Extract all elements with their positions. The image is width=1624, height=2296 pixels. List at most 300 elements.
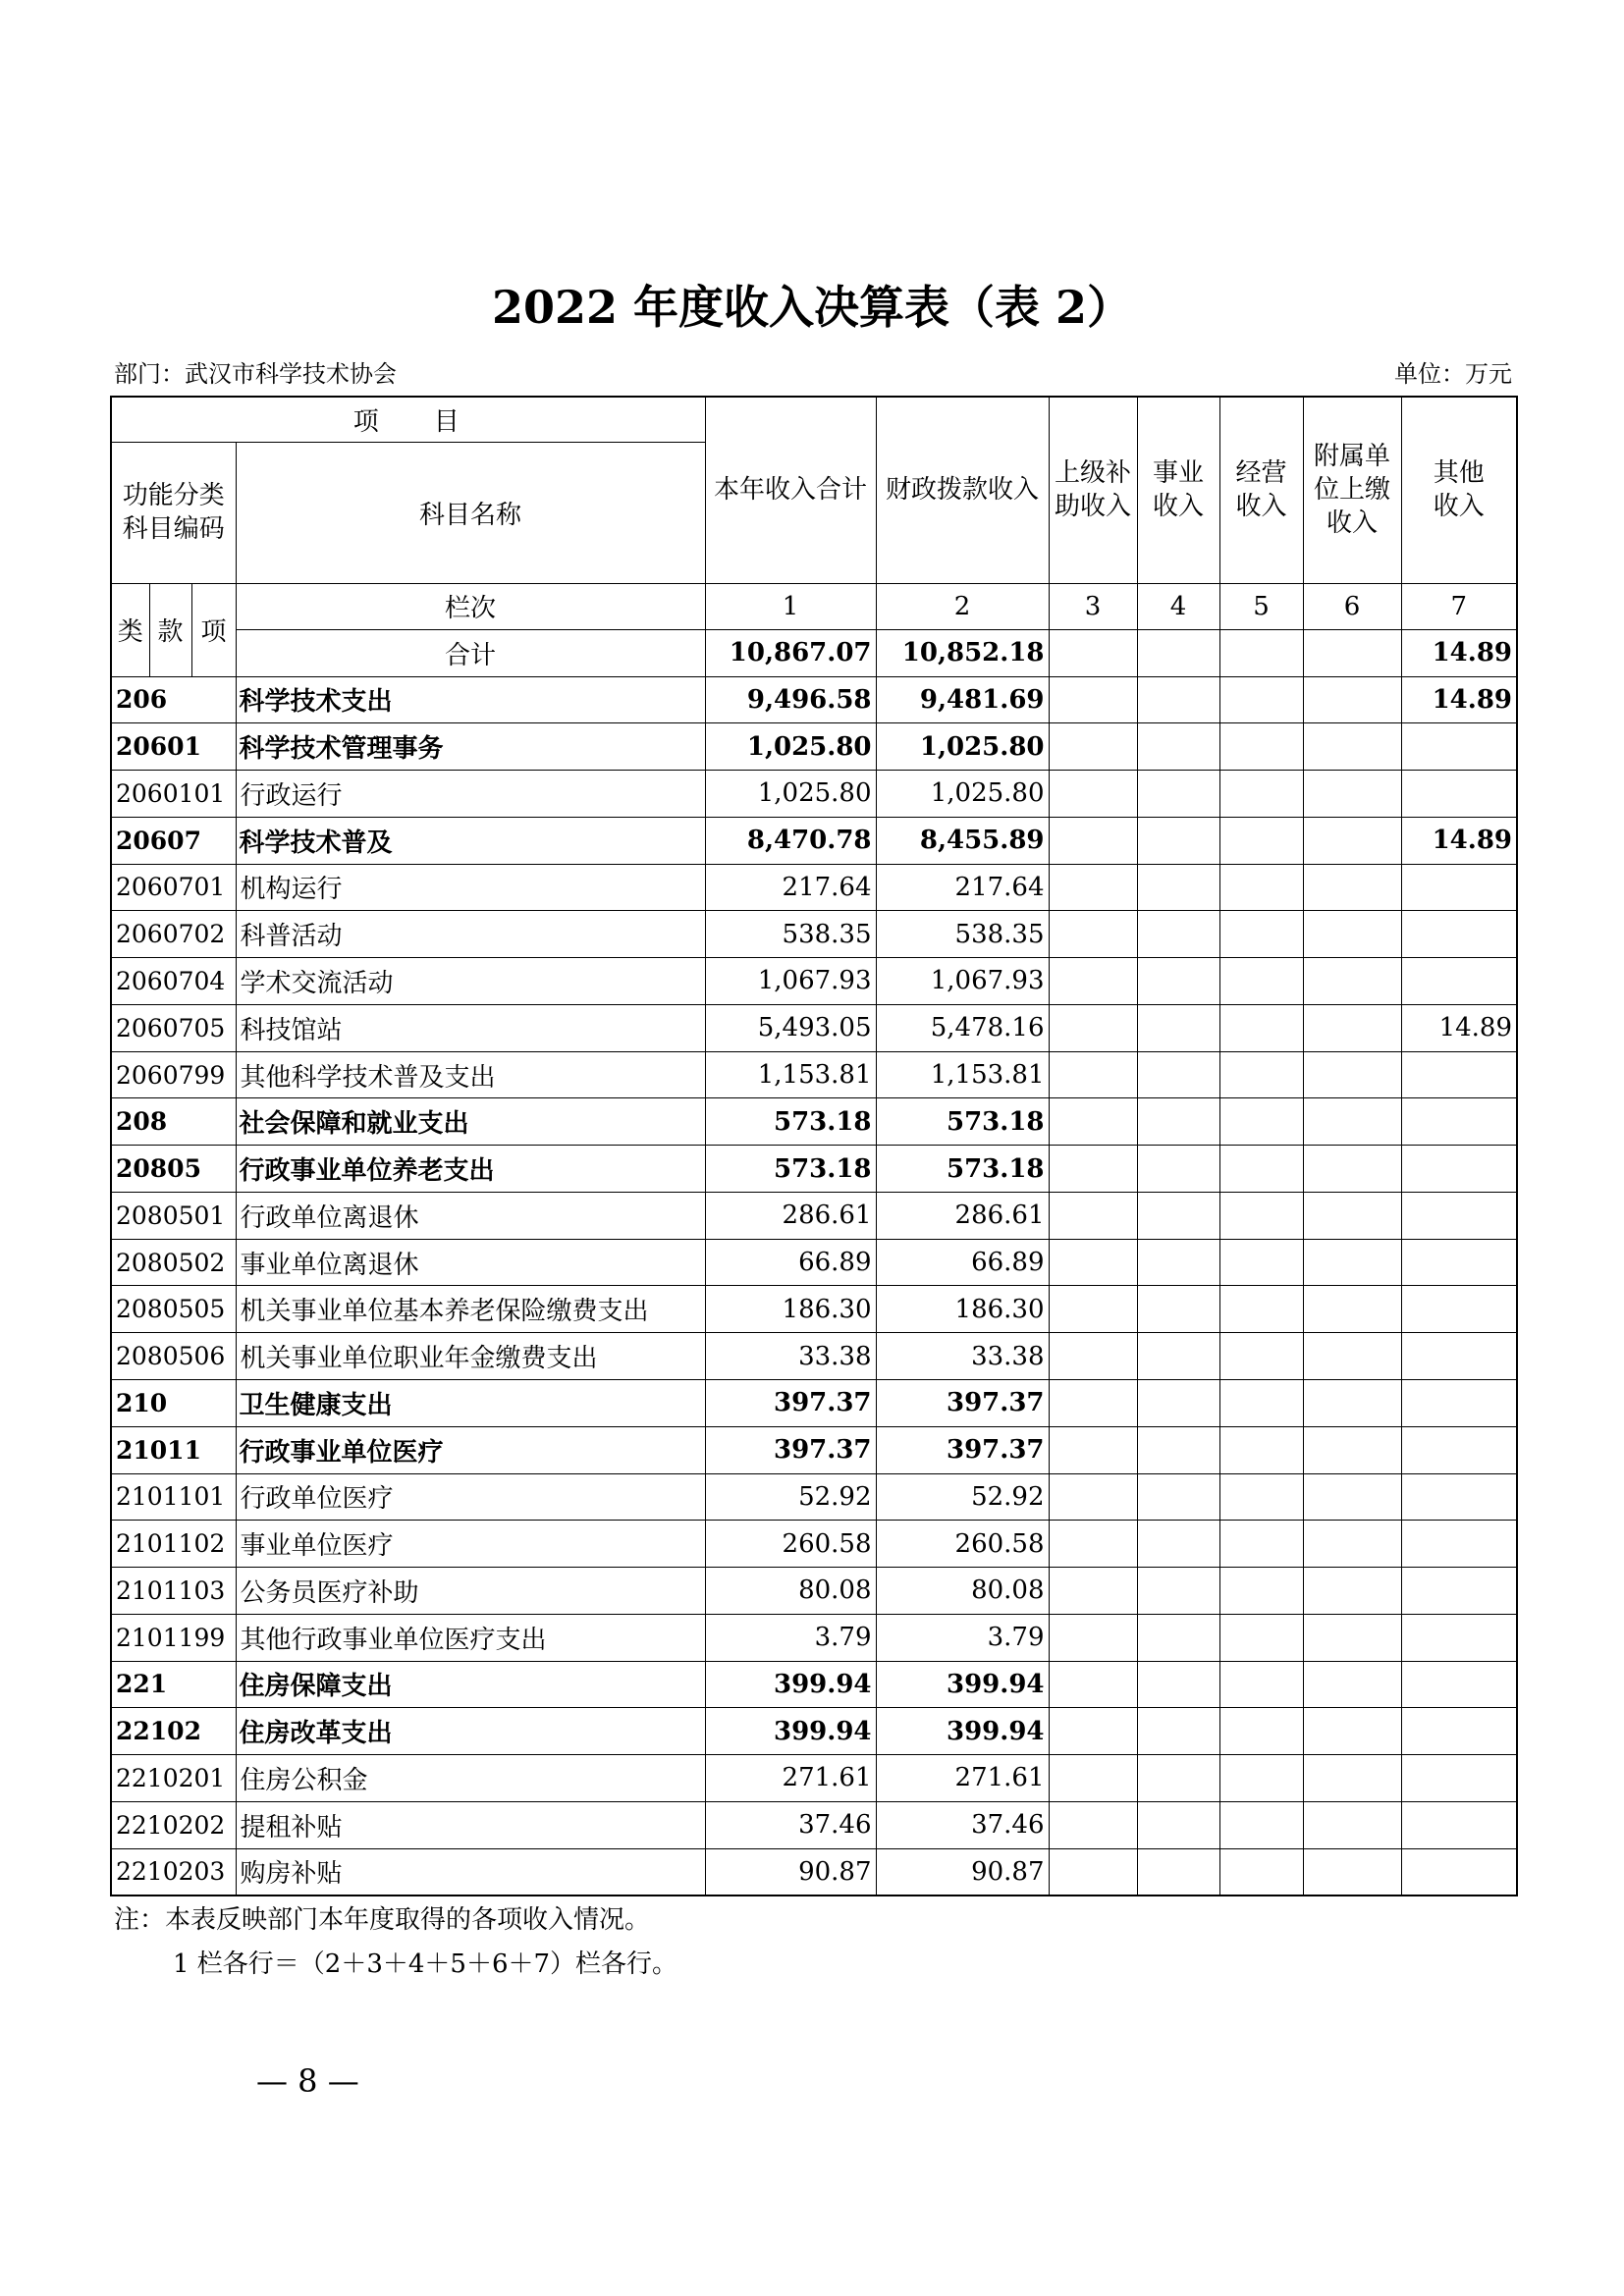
table-row [111, 1661, 1517, 1708]
row-value [1219, 1286, 1303, 1333]
row-value: 33.38 [705, 1333, 876, 1380]
row-value: 573.18 [705, 1098, 876, 1146]
row-value [1219, 958, 1303, 1005]
row-value [1219, 1051, 1303, 1098]
row-code: 2060704 [111, 958, 236, 1005]
column-number: 2 [876, 583, 1049, 629]
row-name: 事业单位离退休 [236, 1239, 705, 1286]
table-row [111, 1192, 1517, 1239]
row-value [1049, 1051, 1137, 1098]
row-value [1137, 1051, 1219, 1098]
row-value [1219, 1379, 1303, 1426]
table-row [111, 864, 1517, 911]
row-code: 2060101 [111, 771, 236, 818]
header-line: 本年收入合计 [714, 475, 868, 506]
row-name: 住房保障支出 [236, 1661, 705, 1708]
row-name: 机构运行 [236, 864, 705, 911]
row-value [1219, 1192, 1303, 1239]
total-value [1219, 629, 1303, 676]
row-value [1401, 1239, 1517, 1286]
row-value [1303, 1379, 1401, 1426]
row-name: 提租补贴 [236, 1801, 705, 1848]
row-value: 8,455.89 [876, 817, 1049, 864]
row-value: 1,067.93 [876, 958, 1049, 1005]
row-value: 66.89 [876, 1239, 1049, 1286]
row-value [1049, 817, 1137, 864]
row-value: 3.79 [705, 1614, 876, 1661]
row-value: 271.61 [876, 1755, 1049, 1802]
row-code: 221 [111, 1661, 236, 1708]
row-value [1401, 864, 1517, 911]
row-value [1303, 1755, 1401, 1802]
row-value [1303, 1521, 1401, 1568]
table-body [111, 676, 1517, 1896]
row-value [1219, 676, 1303, 723]
row-value [1401, 1426, 1517, 1473]
row-value: 9,481.69 [876, 676, 1049, 723]
row-value: 217.64 [876, 864, 1049, 911]
row-value [1401, 1192, 1517, 1239]
row-value [1219, 1568, 1303, 1615]
page-number: — 8 — [256, 2062, 359, 2100]
row-value [1137, 1239, 1219, 1286]
table-row [111, 771, 1517, 818]
row-value: 37.46 [876, 1801, 1049, 1848]
header-line: 经营 [1235, 458, 1287, 489]
row-value [1049, 1004, 1137, 1051]
row-code: 206 [111, 676, 236, 723]
row-value: 90.87 [705, 1848, 876, 1896]
row-code: 20607 [111, 817, 236, 864]
row-value [1401, 1801, 1517, 1848]
row-value [1137, 1333, 1219, 1380]
row-code: 2060702 [111, 911, 236, 958]
row-value [1401, 723, 1517, 771]
row-code: 2080505 [111, 1286, 236, 1333]
row-value: 1,025.80 [876, 771, 1049, 818]
table-row [111, 1286, 1517, 1333]
row-value [1401, 1614, 1517, 1661]
row-code: 2060799 [111, 1051, 236, 1098]
row-value: 1,067.93 [705, 958, 876, 1005]
row-code: 2210201 [111, 1755, 236, 1802]
row-value [1137, 1379, 1219, 1426]
row-value [1401, 1521, 1517, 1568]
row-value: 3.79 [876, 1614, 1049, 1661]
row-value [1219, 1146, 1303, 1193]
row-value [1401, 1379, 1517, 1426]
table-row [111, 723, 1517, 771]
header-line: 财政拨款收入 [886, 475, 1040, 506]
income-table [110, 396, 1518, 1896]
row-value [1303, 723, 1401, 771]
row-value [1401, 1286, 1517, 1333]
row-value: 5,478.16 [876, 1004, 1049, 1051]
row-value [1401, 1848, 1517, 1896]
row-value [1137, 1848, 1219, 1896]
row-value [1303, 1848, 1401, 1896]
row-name: 科学技术支出 [236, 676, 705, 723]
row-value [1137, 817, 1219, 864]
header-affiliated-income [1303, 397, 1401, 583]
header-item: 项目 [111, 397, 705, 442]
row-code: 22102 [111, 1708, 236, 1755]
row-name: 科学技术普及 [236, 817, 705, 864]
row-value [1049, 1379, 1137, 1426]
row-name: 购房补贴 [236, 1848, 705, 1896]
row-value [1219, 771, 1303, 818]
row-value [1049, 1755, 1137, 1802]
row-value [1303, 1614, 1401, 1661]
row-code: 2101103 [111, 1568, 236, 1615]
row-value [1049, 1146, 1137, 1193]
row-value: 260.58 [705, 1521, 876, 1568]
row-value [1401, 1661, 1517, 1708]
row-value [1137, 1286, 1219, 1333]
row-name: 行政事业单位医疗 [236, 1426, 705, 1473]
row-code: 2080501 [111, 1192, 236, 1239]
row-name: 其他行政事业单位医疗支出 [236, 1614, 705, 1661]
table-row [111, 1146, 1517, 1193]
row-value [1401, 1051, 1517, 1098]
page-title: 2022 年度收入决算表（表 2） [491, 281, 1133, 334]
row-value [1303, 1146, 1401, 1193]
row-name: 机关事业单位基本养老保险缴费支出 [236, 1286, 705, 1333]
row-value [1303, 1098, 1401, 1146]
row-name: 公务员医疗补助 [236, 1568, 705, 1615]
header-fiscal-income [876, 397, 1049, 583]
header-section: 款 [149, 583, 191, 676]
row-value [1219, 1661, 1303, 1708]
row-value [1049, 1333, 1137, 1380]
row-code: 2101199 [111, 1614, 236, 1661]
note-line: 1 栏各行＝（2＋3＋4＋5＋6＋7）栏各行。 [173, 1949, 678, 1979]
header-row-item [111, 397, 1517, 442]
row-value [1303, 817, 1401, 864]
row-value: 260.58 [876, 1521, 1049, 1568]
row-value [1137, 1755, 1219, 1802]
row-value: 1,153.81 [876, 1051, 1049, 1098]
row-value [1219, 1755, 1303, 1802]
table-row [111, 1239, 1517, 1286]
row-value [1049, 958, 1137, 1005]
row-value [1303, 1192, 1401, 1239]
row-value [1219, 817, 1303, 864]
total-value [1049, 629, 1137, 676]
row-value [1049, 1848, 1137, 1896]
row-value: 52.92 [876, 1473, 1049, 1521]
row-value: 573.18 [705, 1146, 876, 1193]
row-value [1219, 1098, 1303, 1146]
row-value: 397.37 [876, 1426, 1049, 1473]
row-value [1219, 864, 1303, 911]
row-value [1303, 676, 1401, 723]
row-value [1401, 958, 1517, 1005]
column-number: 3 [1049, 583, 1137, 629]
row-value [1049, 1521, 1137, 1568]
row-value [1401, 1568, 1517, 1615]
row-code: 2080502 [111, 1239, 236, 1286]
row-value [1137, 1521, 1219, 1568]
row-code: 2210203 [111, 1848, 236, 1896]
row-value [1303, 1568, 1401, 1615]
column-number: 7 [1401, 583, 1517, 629]
row-value [1137, 958, 1219, 1005]
column-number: 5 [1219, 583, 1303, 629]
header-total-income [705, 397, 876, 583]
row-value [1049, 1192, 1137, 1239]
row-value: 286.61 [876, 1192, 1049, 1239]
table-row [111, 1801, 1517, 1848]
row-value: 14.89 [1401, 676, 1517, 723]
row-value [1401, 1755, 1517, 1802]
row-value [1401, 1473, 1517, 1521]
row-value [1219, 1521, 1303, 1568]
row-value: 90.87 [876, 1848, 1049, 1896]
header-item-code: 项 [191, 583, 236, 676]
row-value: 186.30 [705, 1286, 876, 1333]
row-value: 399.94 [876, 1708, 1049, 1755]
column-number-row [111, 583, 1517, 629]
header-line: 助收入 [1055, 492, 1132, 522]
row-value [1049, 1801, 1137, 1848]
header-line: 收入 [1153, 492, 1205, 522]
header-subject-name: 科目名称 [236, 442, 705, 583]
row-value [1401, 1333, 1517, 1380]
row-value [1049, 1286, 1137, 1333]
header-line: 功能分类 [122, 481, 225, 510]
header-line: 收入 [1326, 508, 1379, 539]
row-value [1137, 1098, 1219, 1146]
row-value [1137, 1614, 1219, 1661]
row-value [1219, 1848, 1303, 1896]
header-class: 类 [111, 583, 149, 676]
header-function-code [111, 442, 236, 583]
row-name: 科普活动 [236, 911, 705, 958]
row-value [1219, 1004, 1303, 1051]
row-value [1401, 1098, 1517, 1146]
row-value: 66.89 [705, 1239, 876, 1286]
row-value: 186.30 [876, 1286, 1049, 1333]
row-name: 科技馆站 [236, 1004, 705, 1051]
header-line: 收入 [1433, 492, 1485, 522]
row-value [1303, 1004, 1401, 1051]
row-value [1049, 1426, 1137, 1473]
row-name: 科学技术管理事务 [236, 723, 705, 771]
total-value: 14.89 [1401, 629, 1517, 676]
table-row [111, 1568, 1517, 1615]
row-value: 573.18 [876, 1146, 1049, 1193]
column-number: 6 [1303, 583, 1401, 629]
row-value: 573.18 [876, 1098, 1049, 1146]
row-value [1303, 771, 1401, 818]
row-value [1219, 1239, 1303, 1286]
total-row [111, 629, 1517, 676]
row-name: 住房公积金 [236, 1755, 705, 1802]
row-value [1049, 676, 1137, 723]
row-value [1137, 864, 1219, 911]
row-value [1219, 911, 1303, 958]
row-name: 事业单位医疗 [236, 1521, 705, 1568]
row-value [1137, 1473, 1219, 1521]
row-value [1219, 1801, 1303, 1848]
row-value: 52.92 [705, 1473, 876, 1521]
header-other-income [1401, 397, 1517, 583]
row-value: 399.94 [705, 1708, 876, 1755]
row-code: 2101101 [111, 1473, 236, 1521]
row-value: 397.37 [705, 1379, 876, 1426]
department-label: 部门：武汉市科学技术协会 [114, 360, 397, 388]
row-value [1049, 1098, 1137, 1146]
row-value: 14.89 [1401, 817, 1517, 864]
row-value [1049, 911, 1137, 958]
row-name: 行政事业单位养老支出 [236, 1146, 705, 1193]
row-value: 37.46 [705, 1801, 876, 1848]
table-row [111, 1379, 1517, 1426]
table-header [111, 397, 1517, 676]
row-value [1219, 1426, 1303, 1473]
row-value [1303, 1051, 1401, 1098]
lanci-label: 栏次 [236, 583, 705, 629]
header-line: 位上缴 [1314, 475, 1391, 506]
row-code: 2060701 [111, 864, 236, 911]
row-value: 286.61 [705, 1192, 876, 1239]
row-code: 2060705 [111, 1004, 236, 1051]
row-value [1401, 771, 1517, 818]
row-value [1303, 958, 1401, 1005]
row-value [1219, 1708, 1303, 1755]
header-line: 收入 [1235, 492, 1287, 522]
row-value: 80.08 [705, 1568, 876, 1615]
header-line: 上级补 [1055, 458, 1132, 489]
table-row [111, 1708, 1517, 1755]
row-value: 399.94 [705, 1661, 876, 1708]
row-value: 399.94 [876, 1661, 1049, 1708]
row-value: 8,470.78 [705, 817, 876, 864]
row-value [1137, 1708, 1219, 1755]
row-value [1049, 1614, 1137, 1661]
row-value: 1,025.80 [705, 771, 876, 818]
table-row [111, 817, 1517, 864]
row-value [1137, 1426, 1219, 1473]
row-value [1303, 1239, 1401, 1286]
row-code: 2080506 [111, 1333, 236, 1380]
row-value [1137, 1661, 1219, 1708]
total-label: 合计 [236, 629, 705, 676]
total-value: 10,867.07 [705, 629, 876, 676]
row-code: 2101102 [111, 1521, 236, 1568]
table-row [111, 1333, 1517, 1380]
row-value [1303, 1333, 1401, 1380]
row-value [1049, 1239, 1137, 1286]
row-value [1137, 1801, 1219, 1848]
row-value: 397.37 [876, 1379, 1049, 1426]
row-value [1137, 1568, 1219, 1615]
row-value: 1,153.81 [705, 1051, 876, 1098]
row-value [1049, 1661, 1137, 1708]
row-name: 学术交流活动 [236, 958, 705, 1005]
row-value [1049, 723, 1137, 771]
table-row [111, 1426, 1517, 1473]
row-value: 538.35 [705, 911, 876, 958]
row-value [1303, 1426, 1401, 1473]
row-name: 行政单位医疗 [236, 1473, 705, 1521]
table-row [111, 958, 1517, 1005]
row-code: 2210202 [111, 1801, 236, 1848]
row-value: 271.61 [705, 1755, 876, 1802]
row-code: 21011 [111, 1426, 236, 1473]
header-line: 科目编码 [122, 514, 225, 544]
note-line: 注：本表反映部门本年度取得的各项收入情况。 [114, 1905, 651, 1935]
row-value [1137, 676, 1219, 723]
row-value: 80.08 [876, 1568, 1049, 1615]
total-value [1303, 629, 1401, 676]
row-value [1303, 1286, 1401, 1333]
header-superior-subsidy [1049, 397, 1137, 583]
table-row [111, 1848, 1517, 1896]
row-value [1303, 1661, 1401, 1708]
table-row [111, 1004, 1517, 1051]
header-operating-income [1219, 397, 1303, 583]
row-value: 397.37 [705, 1426, 876, 1473]
table-row [111, 1051, 1517, 1098]
row-value [1303, 1708, 1401, 1755]
row-value [1137, 1004, 1219, 1051]
row-name: 机关事业单位职业年金缴费支出 [236, 1333, 705, 1380]
table-row [111, 1521, 1517, 1568]
row-value [1401, 911, 1517, 958]
row-value [1137, 911, 1219, 958]
total-value [1137, 629, 1219, 676]
row-value [1401, 1708, 1517, 1755]
row-code: 20601 [111, 723, 236, 771]
table-row [111, 1614, 1517, 1661]
column-number: 4 [1137, 583, 1219, 629]
header-business-income [1137, 397, 1219, 583]
row-name: 住房改革支出 [236, 1708, 705, 1755]
row-value: 1,025.80 [705, 723, 876, 771]
row-value [1303, 1801, 1401, 1848]
row-value: 217.64 [705, 864, 876, 911]
row-value [1049, 1473, 1137, 1521]
row-value [1137, 771, 1219, 818]
column-number: 1 [705, 583, 876, 629]
row-code: 210 [111, 1379, 236, 1426]
row-value [1137, 1192, 1219, 1239]
row-value [1303, 864, 1401, 911]
row-value [1303, 911, 1401, 958]
row-name: 卫生健康支出 [236, 1379, 705, 1426]
unit-label: 单位：万元 [1394, 360, 1512, 388]
row-value [1219, 1473, 1303, 1521]
row-value: 5,493.05 [705, 1004, 876, 1051]
row-value: 14.89 [1401, 1004, 1517, 1051]
row-value: 538.35 [876, 911, 1049, 958]
row-value: 1,025.80 [876, 723, 1049, 771]
row-value [1401, 1146, 1517, 1193]
row-name: 行政运行 [236, 771, 705, 818]
header-line: 其他 [1433, 458, 1485, 489]
row-value: 33.38 [876, 1333, 1049, 1380]
total-value: 10,852.18 [876, 629, 1049, 676]
table-row [111, 911, 1517, 958]
row-value [1137, 723, 1219, 771]
header-line: 事业 [1153, 458, 1205, 489]
table-row [111, 1755, 1517, 1802]
row-value [1049, 771, 1137, 818]
table-row [111, 1473, 1517, 1521]
row-value [1219, 1333, 1303, 1380]
